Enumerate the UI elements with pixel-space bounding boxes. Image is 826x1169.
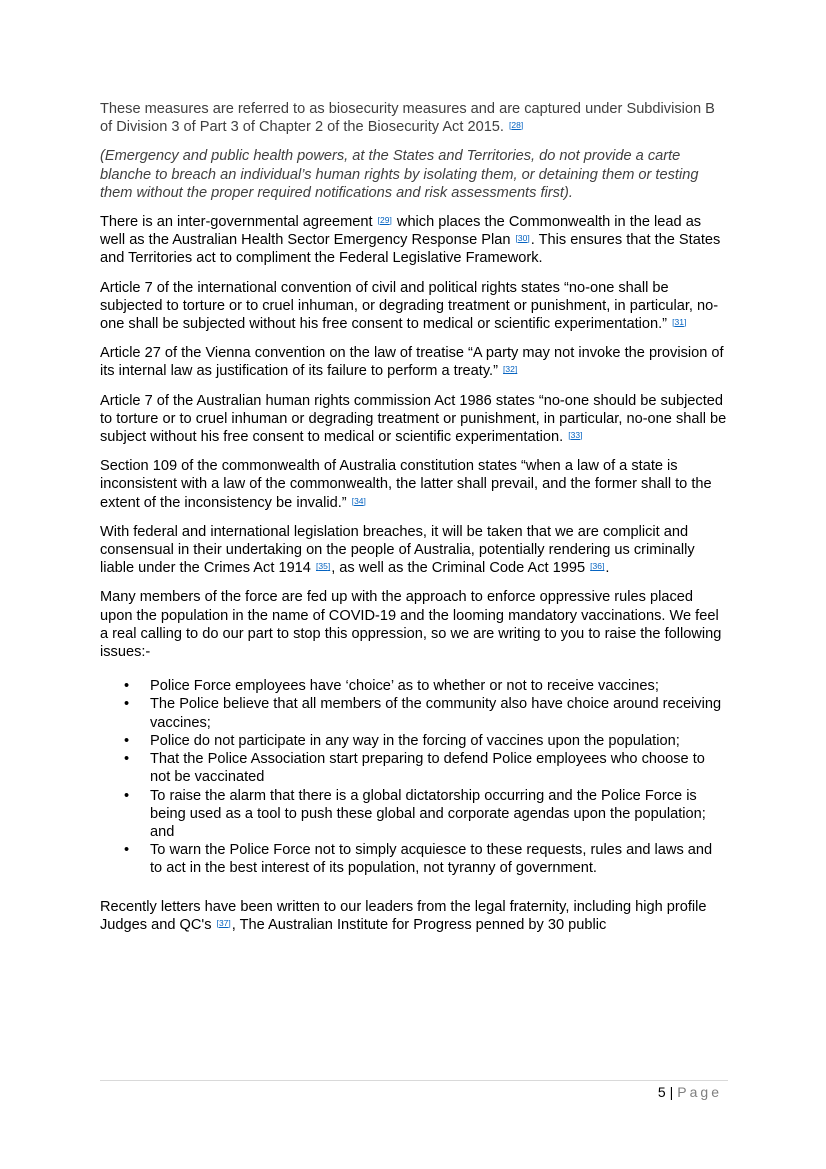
bullet-icon: • <box>124 732 130 749</box>
list-item: • To warn the Police Force not to simply acquiesce to these requests, rules and laws and to act in the best interest of its population, not tyranny of government. <box>124 842 713 877</box>
footer-separator: | <box>669 1084 674 1100</box>
footnote-link[interactable]: [30] <box>515 233 530 244</box>
page-label: Page <box>677 1084 722 1100</box>
footnote-link[interactable]: [32] <box>503 364 518 375</box>
footnote-link[interactable]: [31] <box>672 317 687 328</box>
paragraph-biosecurity-measures: These measures are referred to as biosecurity measures and are captured under Subdivision B of Division 3 of Part 3 of Chapter 2 of the Biosecurity Act 2015. [28] <box>100 101 715 136</box>
list-item: • Police do not participate in any way in the forcing of vaccines upon the population; <box>124 732 680 749</box>
bullet-icon: • <box>124 696 130 713</box>
footnote-link[interactable]: [35] <box>315 561 331 572</box>
bullet-icon: • <box>124 842 130 859</box>
bullet-icon: • <box>124 787 130 804</box>
list-item: • The Police believe that all members of the community also have choice around receiving vaccines; <box>124 696 722 731</box>
paragraph-article-27-vienna: Article 27 of the Vienna convention on the law of treatise “A party may not invoke the provision of its internal law as justification of its failure to perform a treaty.” [32] <box>100 345 724 380</box>
issues-list <box>100 677 728 877</box>
paragraph-intergovernmental-agreement: There is an inter-governmental agreement [29] which places the Commonwealth in the lead as well as the Australian Health Sector Emergency Response Plan [30]. This ensures that the States and Territories act to compliment the Federal Legislative Framework. <box>100 214 721 267</box>
footnote-link[interactable]: [37] <box>216 917 231 928</box>
bullet-icon: • <box>124 751 130 768</box>
footnote-link[interactable]: [29] <box>377 215 392 226</box>
list-item: • That the Police Association start preparing to defend Police employees who choose to not be vaccinated <box>124 751 705 786</box>
paragraph-recent-letters: Recently letters have been written to our leaders from the legal fraternity, including high profile Judges and QC's [37], The Australian Institute for Progress penned by 30 public <box>100 898 707 933</box>
footnote-link[interactable]: [36] <box>590 561 605 572</box>
paragraph-members-fed-up: Many members of the force are fed up with the approach to enforce oppressive rules placed upon the population in the name of COVID-19 and the looming mandatory vaccinations. We feel a real calling to do our part to stop this oppression, so we are writing to you to raise the following issues:- <box>100 589 722 661</box>
paragraph-article-7-iccpr: Article 7 of the international convention of civil and political rights states “no-one shall be subjected to torture or to cruel inhuman, or degrading treatment or punishment, in particular, no-one shall be subjected without his free consent to medical or scientific experimentation.” [31] <box>100 279 719 333</box>
paragraph-article-7-ahrc: Article 7 of the Australian human rights commission Act 1986 states “no-one should be subjected to torture or to cruel inhuman or degrading treatment or punishment, in particular, no-one shall be subject without his free consent to medical or scientific experimentation. [33] <box>100 392 727 446</box>
document-page <box>100 100 728 945</box>
footnote-link[interactable]: [28] <box>509 120 524 131</box>
page-number: 5 <box>657 1084 666 1100</box>
list-item: • To raise the alarm that there is a global dictatorship occurring and the Police Force is being used as a tool to push these global and corporate agendas upon the population; and <box>124 787 706 840</box>
paragraph-section-109: Section 109 of the commonwealth of Australia constitution states “when a law of a state is inconsistent with a law of the commonwealth, the latter shall prevail, and the former shall to the extent of the inconsistency be invalid.” [34] <box>100 458 712 511</box>
bullet-icon: • <box>124 678 130 695</box>
paragraph-emergency-powers: (Emergency and public health powers, at the States and Territories, do not provide a carte blanche to breach an individual’s human rights by isolating them, or detaining them or testing them without the proper required notifications and risk assessments first). <box>100 148 699 201</box>
paragraph-legislation-breaches: With federal and international legislation breaches, it will be taken that we are complicit and consensual in their undertaking on the people of Australia, potentially rendering us criminally liable under the Crimes Act 1914 [35], as well as the Criminal Code Act 1995 [36]. <box>100 523 695 577</box>
list-item: • Police Force employees have ‘choice’ as to whether or not to receive vaccines; <box>124 678 659 695</box>
footnote-link[interactable]: [33] <box>568 430 583 441</box>
page-footer <box>658 1084 722 1100</box>
footer-divider <box>100 1080 728 1081</box>
footnote-link[interactable]: [34] <box>351 495 366 506</box>
